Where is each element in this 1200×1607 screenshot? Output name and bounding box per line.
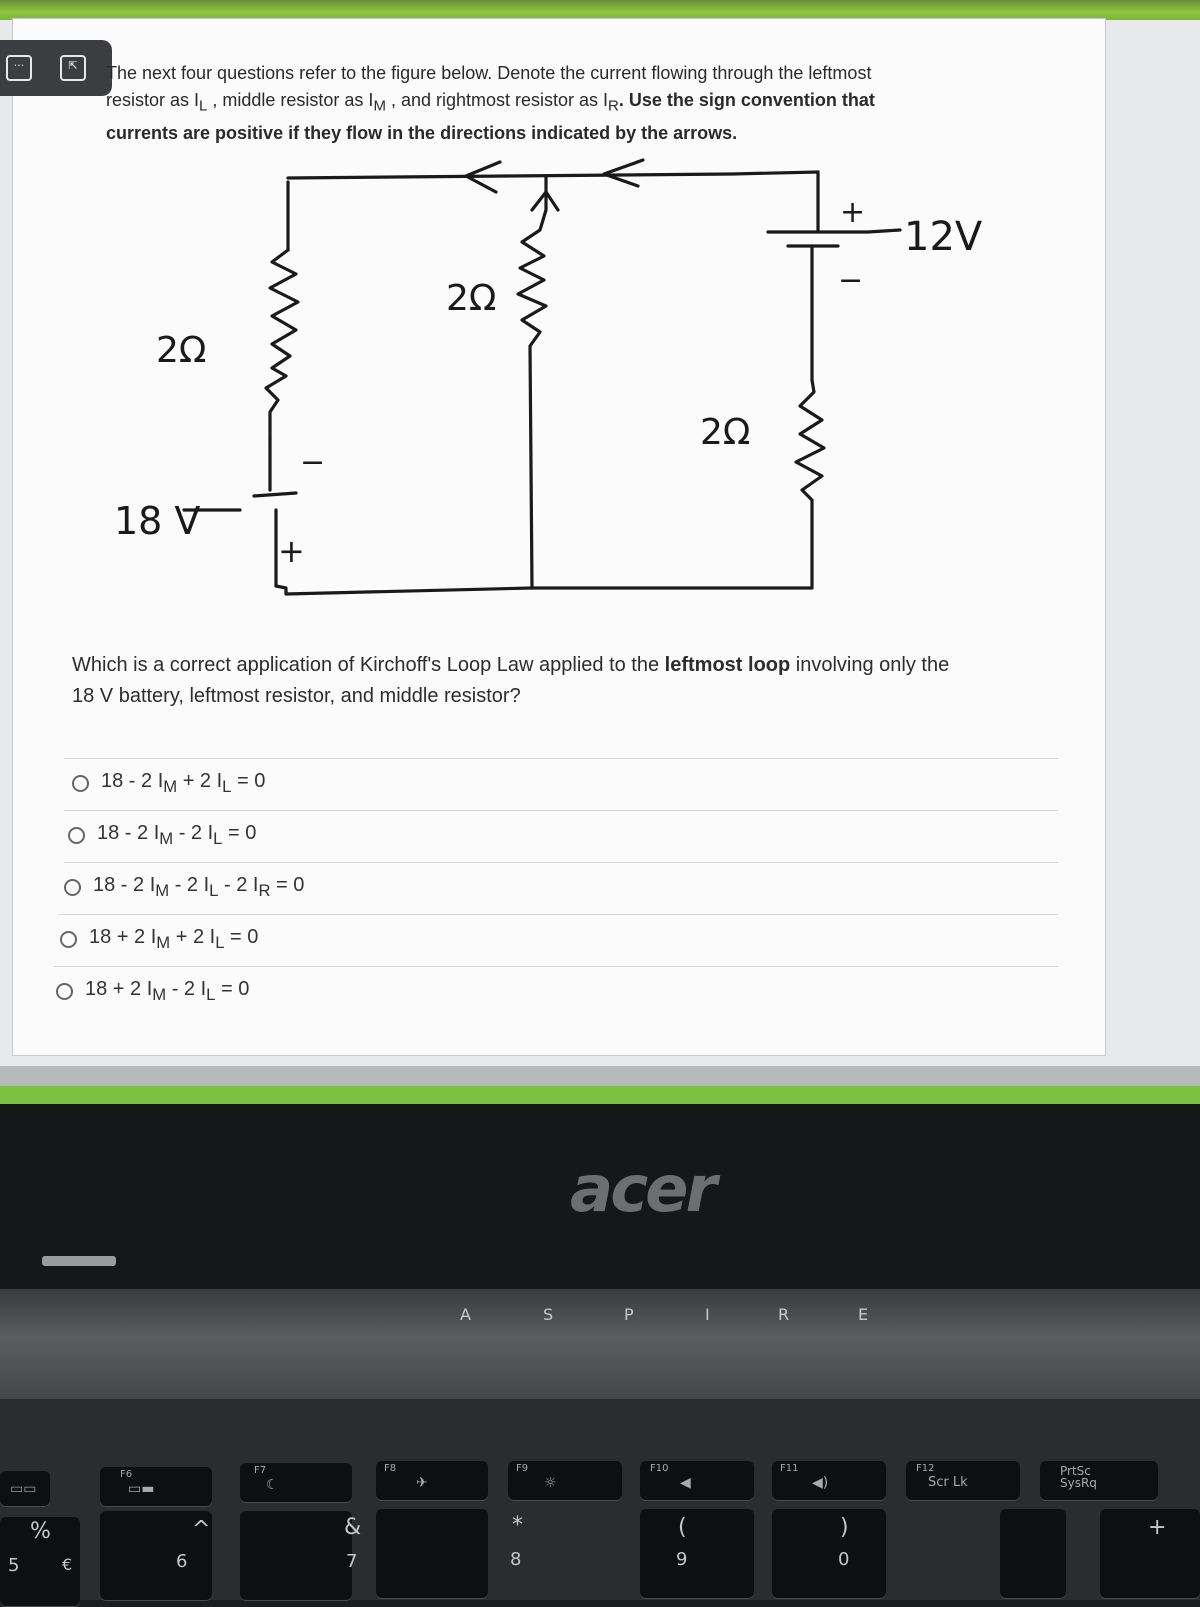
fkey-label: F10 — [650, 1463, 669, 1474]
fkey-label: F8 — [384, 1463, 397, 1474]
key-glyph: ^ — [192, 1517, 211, 1542]
key-7[interactable] — [240, 1511, 362, 1601]
key-glyph: € — [62, 1555, 73, 1574]
airplane-icon: ✈ — [416, 1475, 428, 1491]
option-label: 18 - 2 $I_M - 2$ $I_L - 2$ $I_R = 0$ — [93, 873, 305, 900]
fkey-label: F6 — [120, 1469, 133, 1480]
option-label: 18 - 2 $I_M + 2$ $I_L = 0$ — [101, 769, 266, 796]
key-glyph: 7 — [346, 1551, 358, 1572]
key-f5[interactable] — [0, 1471, 50, 1507]
middle-resistor — [518, 176, 546, 588]
radio-button[interactable] — [64, 879, 81, 896]
key-0[interactable] — [772, 1509, 886, 1599]
expand-icon[interactable]: ⇱ — [60, 55, 86, 81]
radio-button[interactable] — [56, 983, 73, 1000]
intro-line-3: currents are positive if they flow in the directions indicated by the arrows. — [106, 122, 738, 143]
intro-line-2: resistor as $I_L$ , middle resistor as $I_M$ , and rightmost resistor as $I_R$. Use the sign convention that — [106, 90, 875, 115]
circuit-diagram — [100, 150, 1020, 610]
key-f7[interactable] — [240, 1463, 352, 1503]
key-glyph: ( — [678, 1515, 687, 1540]
question-line-1: Which is a correct application of Kirchoff's Loop Law applied to the leftmost loop involving only the — [72, 654, 950, 676]
left-toolbar — [0, 40, 112, 96]
answer-option-2[interactable] — [68, 810, 256, 860]
key-8[interactable] — [376, 1509, 523, 1599]
keyboard-light-icon: ☼ — [544, 1475, 557, 1491]
key-9[interactable] — [640, 1509, 754, 1599]
option-label: 18 + 2 $I_M + 2$ $I_L = 0$ — [89, 925, 259, 952]
sleep-icon: ☾ — [266, 1477, 279, 1493]
question-line-2: 18 V battery, leftmost resistor, and middle resistor? — [72, 685, 521, 707]
battery-12v-minus: − — [838, 263, 864, 298]
indicator-letter: P — [624, 1305, 634, 1324]
wire-top — [288, 172, 818, 178]
battery-12v-plus: + — [840, 195, 866, 230]
key-6[interactable] — [100, 1511, 212, 1601]
left-resistor-label: 2Ω — [156, 330, 207, 371]
key-glyph: ) — [840, 1515, 849, 1540]
volume-icon: ◀) — [812, 1475, 829, 1491]
screen-bottom-green-bar — [0, 1086, 1200, 1104]
dual-screen-icon: ▭▭ — [10, 1481, 37, 1497]
top-green-bar — [0, 0, 1200, 20]
intro-text — [106, 60, 1006, 147]
key-glyph: 8 — [510, 1549, 522, 1570]
key-glyph: 9 — [676, 1549, 688, 1570]
brand-logo: acer — [570, 1153, 715, 1227]
fkey-label: F9 — [516, 1463, 529, 1474]
battery-18v-label: 18 V — [114, 499, 201, 543]
key-prtsc[interactable] — [1040, 1461, 1158, 1501]
key-glyph: & — [344, 1515, 362, 1540]
arrow-top-right — [604, 160, 643, 186]
fkey-label: F12 — [916, 1463, 935, 1474]
key-glyph: * — [512, 1513, 523, 1538]
indicator-letter: S — [543, 1305, 554, 1324]
screen-bottom-strip — [0, 1066, 1200, 1088]
key-glyph: 6 — [176, 1551, 188, 1572]
indicator-letter: I — [705, 1305, 710, 1324]
key-f9[interactable] — [508, 1461, 622, 1501]
camera-slider — [42, 1256, 116, 1266]
battery-18v-plus: + — [278, 532, 305, 570]
fkey-label: F7 — [254, 1465, 267, 1476]
key-f8[interactable] — [376, 1461, 488, 1501]
right-resistor-label: 2Ω — [700, 412, 751, 453]
radio-button[interactable] — [72, 775, 89, 792]
keyboard-deck — [0, 1399, 1200, 1600]
hinge-indicators — [0, 1305, 1200, 1325]
speaker-mute-icon: ◀ — [680, 1475, 691, 1491]
answer-option-1[interactable] — [72, 758, 265, 808]
fkey-label: F11 — [780, 1463, 799, 1474]
right-resistor — [532, 380, 824, 588]
indicator-letter: A — [460, 1305, 471, 1324]
key-f10[interactable] — [640, 1461, 754, 1501]
key-glyph: + — [1148, 1515, 1167, 1540]
key-minus[interactable] — [1000, 1509, 1066, 1599]
battery-18v-short-plate — [254, 493, 296, 496]
radio-button[interactable] — [60, 931, 77, 948]
answer-option-4[interactable] — [60, 914, 258, 964]
answer-option-5[interactable] — [56, 966, 249, 1016]
battery-12v-label-line — [868, 230, 900, 232]
battery-18v-minus: − — [300, 445, 326, 480]
key-f6[interactable] — [100, 1467, 212, 1507]
option-label: 18 + 2 $I_M - 2$ $I_L = 0$ — [85, 977, 250, 1004]
fkey-label: PrtSc SysRq — [1060, 1464, 1097, 1490]
key-f12[interactable] — [906, 1461, 1020, 1501]
middle-resistor-label: 2Ω — [446, 278, 497, 319]
radio-button[interactable] — [68, 827, 85, 844]
key-glyph: 5 — [8, 1555, 20, 1576]
menu-icon[interactable]: ··· — [6, 55, 32, 81]
key-5[interactable] — [0, 1517, 80, 1607]
question-text — [72, 650, 1052, 712]
indicator-letter: E — [858, 1305, 869, 1324]
fkey-sublabel: Scr Lk — [928, 1475, 968, 1490]
intro-line-1: The next four questions refer to the figure below. Denote the current flowing through the leftmost — [106, 63, 872, 83]
key-f11[interactable] — [772, 1461, 886, 1501]
battery-12v-label: 12V — [904, 214, 983, 260]
option-label: 18 - 2 $I_M - 2$ $I_L = 0$ — [97, 821, 257, 848]
indicator-letter: R — [778, 1305, 790, 1324]
wire-bottom-left — [276, 586, 532, 594]
key-glyph: % — [30, 1519, 51, 1544]
left-resistor — [266, 250, 298, 440]
key-equals[interactable] — [1100, 1509, 1200, 1599]
answer-option-3[interactable] — [64, 862, 304, 912]
touchpad-icon: ▭▬ — [128, 1481, 155, 1497]
key-glyph: 0 — [838, 1549, 850, 1570]
